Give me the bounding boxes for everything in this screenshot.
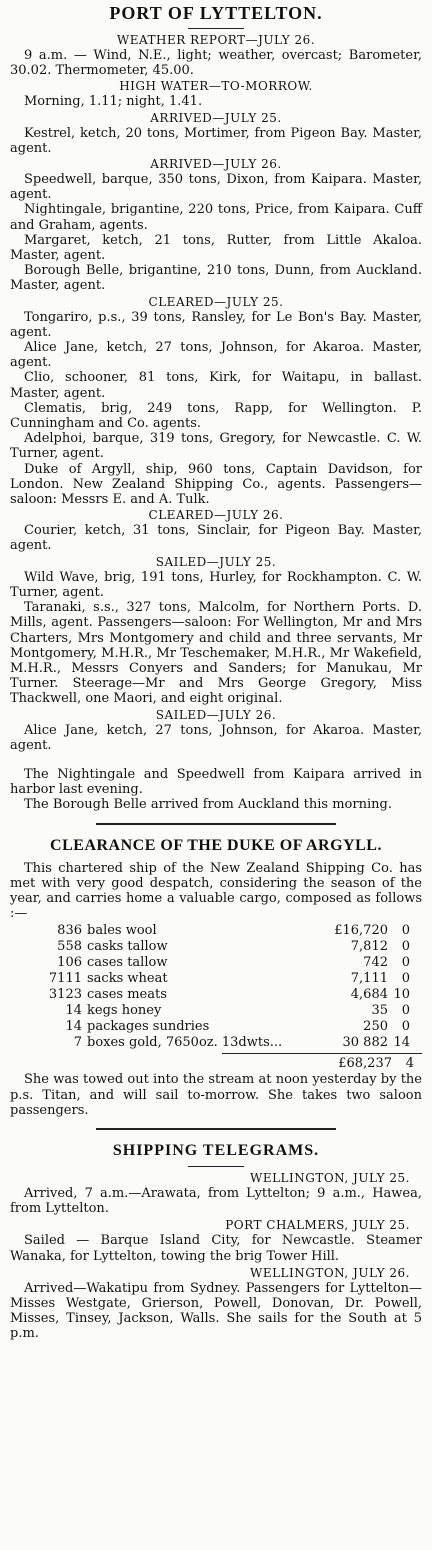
high-water-text: Morning, 1.11; night, 1.41. — [24, 94, 203, 110]
cargo-total-sub: 4 — [405, 1056, 414, 1072]
cargo-row — [30, 987, 410, 1003]
cargo-qty: 14 — [65, 1019, 82, 1035]
port-title: PORT OF LYTTELTON. — [109, 3, 323, 23]
clearance-title: CLEARANCE OF THE DUKE OF ARGYLL. — [50, 836, 382, 854]
cargo-sub: 0 — [401, 1003, 410, 1019]
section-divider — [96, 823, 336, 825]
cargo-desc: bales wool — [87, 923, 157, 939]
sailed-entry: Taranaki, s.s., 327 tons, Malcolm, for Northern Ports. D. Mills, agent. Passengers—saloon: For Wellington, Mr and Mrs Charters, Mrs Montgomery and child and three servants, Mr Montgomery, M.H.R., Mr Teschemaker, M.H.R., Mr Wakefield, M.H.R., Messrs Conyers and Sanders; for Manukau, Mr Turner. Steerage—Mr and Mrs George Gregory, Miss Thackwell, one Maori, and eight original. — [10, 600, 422, 707]
section-divider — [96, 1128, 336, 1130]
cleared-entry: Tongariro, p.s., 39 tons, Ransley, for Le Bon's Bay. Master, agent. — [10, 309, 422, 340]
cargo-amount: 30 882 — [342, 1035, 388, 1051]
cleared-heading-25: CLEARED—JULY 25. — [148, 294, 284, 309]
cargo-row — [30, 1003, 410, 1019]
clearance-outro: She was towed out into the stream at noon yesterday by the p.s. Titan, and will sail to-morrow. She takes two saloon passengers. — [10, 1072, 422, 1118]
title-rule — [188, 1166, 244, 1167]
newspaper-column — [10, 0, 422, 1342]
cleared-entry: Courier, ketch, 31 tons, Sinclair, for Pigeon Bay. Master, agent. — [10, 523, 422, 554]
cargo-amount: 4,684 — [350, 987, 388, 1003]
sailed-heading-26: SAILED—JULY 26. — [155, 707, 277, 722]
arrival-entry: Kestrel, ketch, 20 tons, Mortimer, from Pigeon Bay. Master, agent. — [10, 125, 422, 156]
sailed-entry: Alice Jane, ketch, 27 tons, Johnson, for Akaroa. Master, agent. — [10, 722, 422, 753]
total-rule — [222, 1053, 422, 1054]
cargo-amount: 7,812 — [350, 939, 388, 955]
cleared-entry: Adelphoi, barque, 319 tons, Gregory, for Newcastle. C. W. Turner, agent. — [10, 431, 422, 462]
telegrams-title: SHIPPING TELEGRAMS. — [112, 1141, 320, 1159]
telegram-text: Arrived, 7 a.m.—Arawata, from Lyttelton; 9 a.m., Hawea, from Lyttelton. — [10, 1185, 422, 1217]
cargo-row — [30, 971, 410, 987]
telegram-dateline: WELLINGTON, JULY 25. — [249, 1170, 410, 1185]
cargo-qty: 836 — [57, 923, 82, 939]
cargo-qty: 14 — [65, 1003, 82, 1019]
cargo-qty: 3123 — [48, 987, 82, 1003]
cargo-sub: 0 — [401, 939, 410, 955]
cleared-entry: Duke of Argyll, ship, 960 tons, Captain Davidson, for London. New Zealand Shipping Co., agents. Passengers—saloon: Messrs E. and A. Tulk. — [10, 461, 422, 508]
cargo-sub: 10 — [393, 987, 410, 1003]
cargo-desc: casks tallow — [87, 939, 168, 955]
cargo-desc: cases tallow — [87, 955, 168, 971]
cargo-sub: 14 — [393, 1035, 410, 1051]
cargo-amount: £16,720 — [334, 923, 388, 939]
cargo-row — [30, 1019, 410, 1035]
cargo-row — [30, 955, 410, 971]
cargo-row — [30, 1035, 410, 1051]
cargo-amount: 742 — [363, 955, 388, 971]
arrival-entry: Speedwell, barque, 350 tons, Dixon, from Kaipara. Master, agent. — [10, 172, 422, 203]
cargo-desc: kegs honey — [87, 1003, 162, 1019]
cargo-total — [10, 1056, 414, 1072]
telegram-dateline: WELLINGTON, JULY 26. — [249, 1265, 410, 1280]
weather-text: 9 a.m. — Wind, N.E., light; weather, overcast; Barometer, 30.02. Thermometer, 45.00. — [10, 48, 422, 79]
cargo-desc: packages sundries — [87, 1019, 210, 1035]
arrived-heading-25: ARRIVED—JULY 25. — [150, 110, 282, 125]
title-rule — [188, 28, 244, 29]
arrival-entry: Margaret, ketch, 21 tons, Rutter, from Little Akaloa. Master, agent. — [10, 232, 422, 264]
clearance-intro: This chartered ship of the New Zealand Shipping Co. has met with very good despatch, considering the season of the year, and carries home a valuable cargo, composed as follows :— — [10, 860, 422, 922]
harbor-note: The Nightingale and Speedwell from Kaipara arrived in harbor last evening. — [10, 766, 422, 798]
cargo-desc: boxes gold, 7650oz. 13dwts... — [87, 1035, 283, 1051]
cargo-sub: 0 — [401, 955, 410, 971]
high-water-heading: HIGH WATER—TO-MORROW. — [119, 79, 313, 94]
sailed-entry: Wild Wave, brig, 191 tons, Hurley, for Rockhampton. C. W. Turner, agent. — [10, 569, 422, 600]
cleared-entry: Alice Jane, ketch, 27 tons, Johnson, for Akaroa. Master, agent. — [10, 340, 422, 371]
cleared-entry: Clematis, brig, 249 tons, Rapp, for Wellington. P. Cunningham and Co. agents. — [10, 400, 422, 432]
telegram-text: Sailed — Barque Island City, for Newcastle. Steamer Wanaka, for Lyttelton, towing the brig Tower Hill. — [10, 1233, 422, 1264]
weather-heading: WEATHER REPORT—JULY 26. — [116, 33, 316, 47]
cargo-amount: 7,111 — [350, 971, 388, 987]
cargo-table — [30, 923, 410, 1051]
cargo-desc: sacks wheat — [87, 971, 168, 987]
cargo-qty: 7 — [73, 1035, 82, 1051]
sailed-heading-25: SAILED—JULY 25. — [155, 554, 277, 569]
cargo-qty: 106 — [57, 955, 82, 971]
cleared-entry: Clio, schooner, 81 tons, Kirk, for Waitapu, in ballast. Master, agent. — [10, 370, 422, 401]
cargo-sub: 0 — [401, 1019, 410, 1035]
harbor-note: The Borough Belle arrived from Auckland this morning. — [24, 797, 392, 813]
cargo-sub: 0 — [401, 923, 410, 939]
cargo-qty: 7111 — [48, 971, 82, 987]
cargo-amount: 250 — [363, 1019, 388, 1035]
cargo-desc: cases meats — [87, 987, 167, 1003]
arrival-entry: Nightingale, brigantine, 220 tons, Price, from Kaipara. Cuff and Graham, agents. — [10, 202, 422, 233]
cargo-total-amount: £68,237 — [338, 1056, 392, 1072]
cargo-row — [30, 939, 410, 955]
telegram-dateline: PORT CHALMERS, JULY 25. — [225, 1218, 410, 1233]
cargo-amount: 35 — [371, 1003, 388, 1019]
cargo-sub: 0 — [401, 971, 410, 987]
cargo-row — [30, 923, 410, 939]
cargo-qty: 558 — [57, 939, 82, 955]
telegram-text: Arrived—Wakatipu from Sydney. Passengers for Lyttelton—Misses Westgate, Grierson, Powell, Donovan, Dr. Powell, Misses, Tinsey, Jackson, Walls. She sails for the South at 5 p.m. — [10, 1280, 422, 1342]
cleared-heading-26: CLEARED—JULY 26. — [148, 508, 284, 523]
arrived-heading-26: ARRIVED—JULY 26. — [150, 157, 282, 172]
arrival-entry: Borough Belle, brigantine, 210 tons, Dunn, from Auckland. Master, agent. — [10, 263, 422, 294]
